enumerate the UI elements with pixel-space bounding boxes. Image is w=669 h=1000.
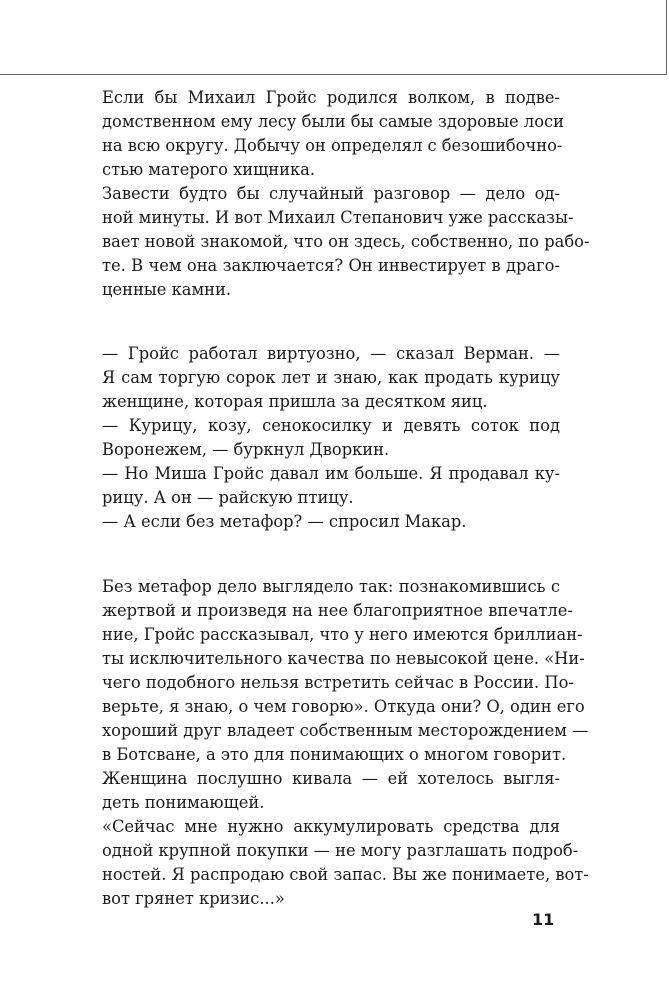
text-line: Без метафор дело выглядело так: познакомившись с <box>102 577 560 596</box>
text-line: на всю округу. Добычу он определял с безошибочно- <box>102 136 563 155</box>
text-line: женщине, которая пришла за десятком яиц. <box>102 392 488 411</box>
text-line: Воронежем, — буркнул Дворкин. <box>102 440 390 459</box>
text-line: одной крупной покупки — не могу разглашать подроб- <box>102 841 579 860</box>
text-line: деть понимающей. <box>102 793 265 812</box>
text-line: Я сам торгую сорок лет и знаю, как продать курицу <box>102 368 560 387</box>
text-line: Завести будто бы случайный разговор — дело од- <box>102 184 560 203</box>
text-line: ценные камни. <box>102 280 232 299</box>
text-line: верьте, я знаю, о чем говорю». Откуда они? О, один его <box>102 697 585 716</box>
text-line: Женщина послушно кивала — ей хотелось выгля- <box>102 769 560 788</box>
text-line: — Курицу, козу, сенокосилку и девять соток под <box>102 416 560 435</box>
text-line: ной минуты. И вот Михаил Степанович уже рассказы- <box>102 208 574 227</box>
text-line: «Сейчас мне нужно аккумулировать средства для <box>102 817 560 836</box>
text-line: домственном ему лесу были бы самые здоровые лоси <box>102 112 564 131</box>
text-line: — Но Миша Гройс давал им больше. Я продавал ку- <box>102 464 560 483</box>
text-line: вот грянет кризис...» <box>102 889 285 908</box>
text-line: Если бы Михаил Гройс родился волком, в подве- <box>102 88 560 107</box>
text-line: стью матерого хищника. <box>102 160 316 179</box>
text-line: ностей. Я распродаю свой запас. Вы же понимаете, вот- <box>102 865 589 884</box>
text-line: рицу. А он — райскую птицу. <box>102 488 354 507</box>
text-line: вает новой знакомой, что он здесь, собственно, по рабо- <box>102 232 590 251</box>
text-line: в Ботсване, а это для понимающих о многом говорит. <box>102 745 567 764</box>
text-line: — Гройс работал виртуозно, — сказал Верман. — <box>102 344 560 363</box>
text-line: жертвой и произведя на нее благоприятное впечатле- <box>102 601 573 620</box>
text-line: те. В чем она заключается? Он инвестирует в драго- <box>102 256 560 275</box>
text-line: ты исключительного качества по невысокой цене. «Ни- <box>102 649 585 668</box>
text-line: ние, Гройс рассказывал, что у него имеются бриллиан- <box>102 625 583 644</box>
text-line: хороший друг владеет собственным месторождением — <box>102 721 589 740</box>
top-frame-border <box>0 0 667 75</box>
page-number: 11 <box>532 910 555 929</box>
text-line: — А если без метафор? — спросил Макар. <box>102 512 467 531</box>
text-line: чего подобного нельзя встретить сейчас в России. По- <box>102 673 574 692</box>
